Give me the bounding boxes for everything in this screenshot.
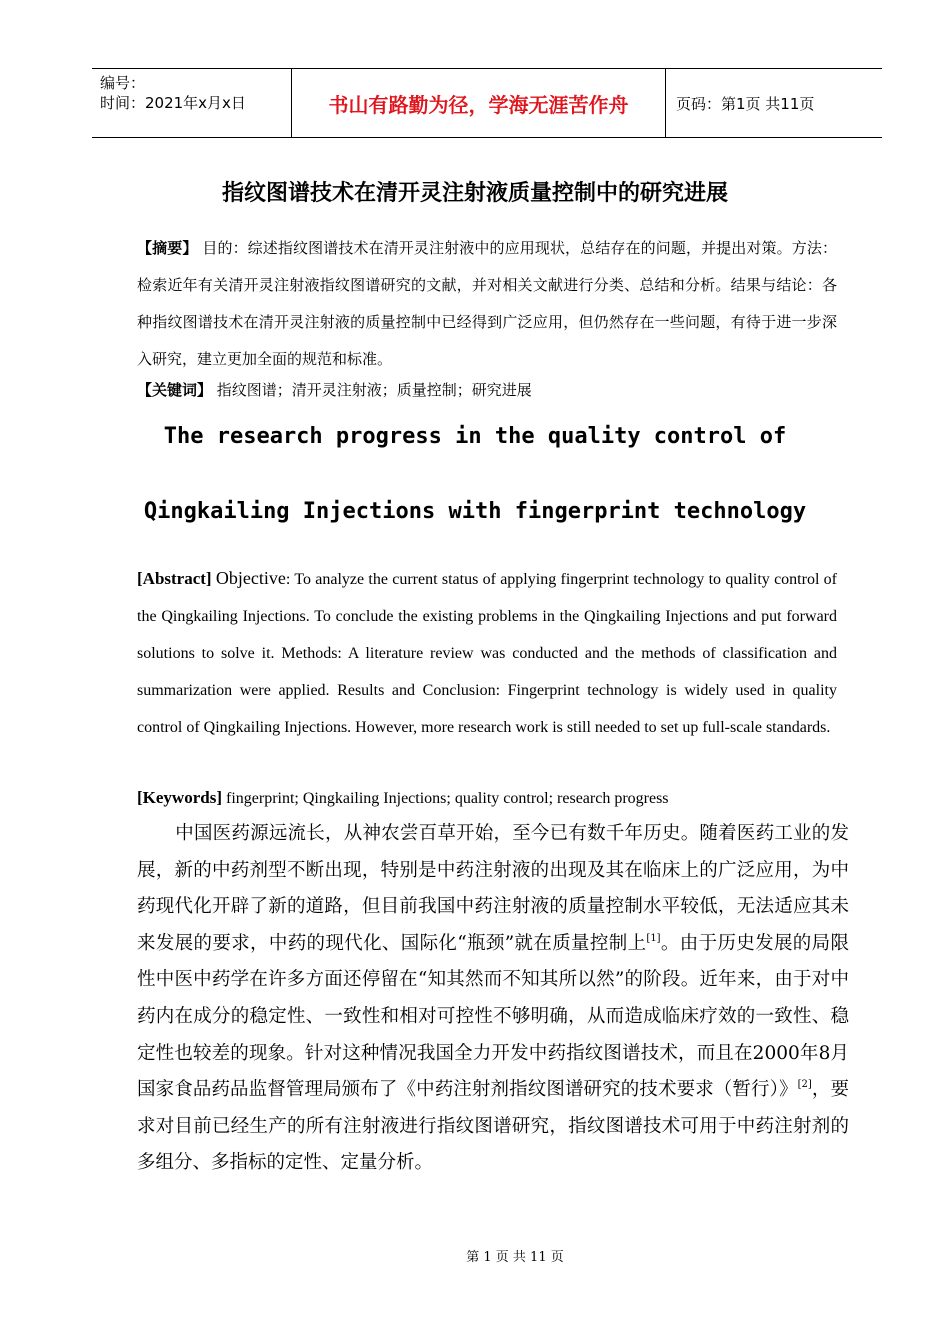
english-title-line-2: Qingkailing Injections with fingerprint technology bbox=[143, 499, 807, 524]
keywords-chinese bbox=[137, 377, 837, 403]
body-paragraph bbox=[137, 816, 849, 1182]
keywords-en-text: fingerprint; Qingkailing Injections; quality control; research progress bbox=[221, 790, 669, 807]
abstract-text: 目的：综述指纹图谱技术在清开灵注射液中的应用现状，总结存在的问题，并提出对策。方法：检索近年有关清开灵注射液指纹图谱研究的文献，并对相关文献进行分类、总结和分析。结果与结论：各种指纹图谱技术在清开灵注射液的质量控制中已经得到广泛应用，但仍然存在一些问题，有待于进一步深入研究，建立更加全面的规范和标准。 bbox=[137, 239, 837, 368]
page-header bbox=[92, 68, 882, 138]
header-motto: 书山有路勤为径，学海无涯苦作舟 bbox=[292, 69, 666, 137]
abstract-en-tag: [Abstract] bbox=[137, 569, 212, 588]
abstract-en-text: : To analyze the current status of applying fingerprint technology to quality control of the Qingkailing Injections. To conclude the existing problems in the Qingkailing Injections and put forward solutions to solve it. Methods: A literature review was conducted and the methods of classification and summarization were applied. Results and Conclusion: Fingerprint technology is widely used in quality control of Qingkailing Injections. However, more research work is still needed to set up full-scale standards. bbox=[137, 571, 838, 736]
reference-2: [2] bbox=[797, 1079, 812, 1091]
header-page-label: 页码：第1页 共11页 bbox=[676, 94, 815, 113]
document-title: 指纹图谱技术在清开灵注射液质量控制中的研究进展 bbox=[221, 181, 728, 206]
reference-1: [1] bbox=[646, 932, 661, 944]
abstract-tag: 【摘要】 bbox=[137, 239, 198, 257]
keywords-en-tag: [Keywords] bbox=[137, 788, 222, 807]
body-part-1: 中国医药源远流长，从神农尝百草开始，至今已有数千年历史。随着医药工业的发展，新的中药剂型不断出现，特别是中药注射液的出现及其在临床上的广泛应用，为中药现代化开辟了新的道路，但目前我国中药注射液的质量控制水平较低，无法适应其未来发展的要求，中药的现代化、国际化“瓶颈”就在质量控制上 bbox=[137, 823, 849, 954]
abstract-english bbox=[137, 560, 837, 746]
abstract-chinese bbox=[137, 230, 837, 378]
page-footer: 第 1 页 共 11 页 bbox=[466, 1250, 564, 1265]
keywords-english bbox=[137, 785, 837, 812]
body-part-2: 。由于历史发展的局限性中医中药学在许多方面还停留在“知其然而不知其所以然”的阶段。近年来，由于对中药内在成分的稳定性、一致性和相对可控性不够明确，从而造成临床疗效的一致性、稳定性也较差的现象。针对这种情况我国全力开发中药指纹图谱技术，而且在2000年8月国家食品药品监督管理局颁布了《中药注射剂指纹图谱研究的技术要求（暂行）》 bbox=[137, 932, 849, 1101]
abstract-en-objective: Objective bbox=[215, 568, 286, 588]
keywords-text: 指纹图谱；清开灵注射液；质量控制；研究进展 bbox=[216, 381, 532, 399]
keywords-tag: 【关键词】 bbox=[137, 381, 213, 399]
header-meta bbox=[92, 69, 292, 137]
body-part-3: ，要求对目前已经生产的所有注射液进行指纹图谱研究，指纹图谱技术可用于中药注射剂的多组分、多指标的定性、定量分析。 bbox=[137, 1079, 849, 1174]
english-title-line-1: The research progress in the quality control of bbox=[163, 424, 787, 449]
number-label: 编号： bbox=[100, 74, 146, 92]
time-label: 时间：2021年x月x日 bbox=[100, 94, 246, 112]
